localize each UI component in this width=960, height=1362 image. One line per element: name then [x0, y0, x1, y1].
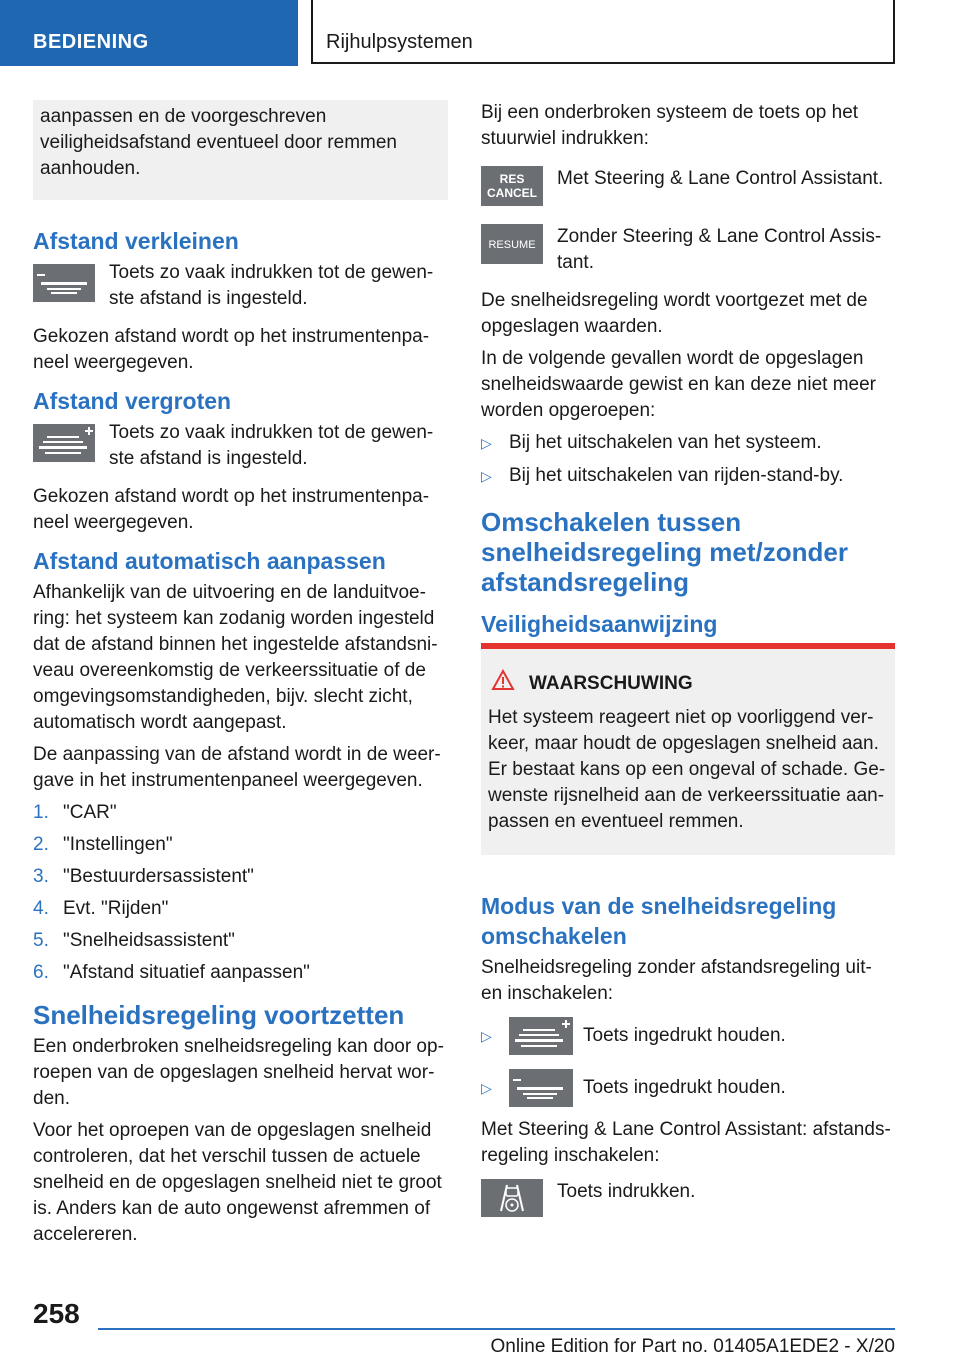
automatisch-paragraph-1: Afhankelijk van de uitvoering en de landuitvoering: het systeem kan zodanig worden ingesteld dat de afstand binnen het ingestelde afstandsniveau overeenkomstig de verkeerssituatie of de omgevingsomstandigheden, bijv. slecht zicht, automatisch wordt aangepast. — [33, 582, 438, 733]
list-item-text: Toets ingedrukt houden. — [583, 1077, 786, 1098]
list-item-text: Bij het uitschakelen van rijden-stand-by. — [509, 465, 844, 486]
step-text: "Bestuurdersassistent" — [63, 866, 254, 887]
list-item — [481, 1069, 895, 1107]
resume-intro: Bij een onderbroken systeem de toets op het stuurwiel indrukken: — [481, 102, 859, 149]
list-item — [481, 1017, 895, 1055]
heading-snelheidsregeling-voortzetten: Snelheidsregeling voortzetten — [33, 1000, 405, 1030]
res-cancel-row — [481, 166, 895, 206]
step-number: 2. — [33, 834, 49, 855]
vergroten-note: Gekozen afstand wordt op het instrumentenpaneel weergegeven. — [33, 486, 430, 533]
step-number: 1. — [33, 802, 49, 823]
warning-text: Het systeem reageert niet op voorliggend verkeer, maar houdt de opgeslagen snelheid aan. Er bestaat kans op een ongeval of schade. Gewenste rijsnelheid aan de verkeerssituatie aanpassen en eventueel remmen. — [488, 707, 886, 832]
triangle-bullet-icon: ▷ — [481, 435, 492, 451]
list-item-text: Bij het uitschakelen van het systeem. — [509, 432, 822, 453]
vergroten-row — [33, 420, 448, 472]
resume-text: Zonder Steering & Lane Control Assistant. — [557, 226, 882, 273]
step-number: 4. — [33, 898, 49, 919]
lane-text: Toets indrukken. — [557, 1181, 696, 1202]
list-item — [481, 463, 895, 489]
triangle-bullet-icon: ▷ — [481, 1028, 492, 1044]
lane-paragraph: Met Steering & Lane Control Assistant: afstandsregeling inschakelen: — [481, 1119, 891, 1166]
step-text: "Snelheidsassistent" — [63, 930, 235, 951]
section-title: Rijhulpsystemen — [311, 0, 895, 64]
svg-text:RESUME: RESUME — [488, 239, 536, 251]
intro-box — [33, 100, 448, 200]
modus-paragraph: Snelheidsregeling zonder afstandsregeling uit- en inschakelen: — [481, 957, 872, 1004]
page-header — [0, 0, 960, 66]
gewist-list — [481, 430, 895, 489]
list-item — [33, 864, 448, 896]
intro-text: aanpassen en de voorgeschreven veiligheidsafstand eventueel door remmen aanhouden. — [40, 106, 397, 179]
vergroten-text: Toets zo vaak indrukken tot de gewenste afstand is ingesteld. — [109, 422, 434, 469]
right-column — [481, 100, 895, 1229]
page-number: 258 — [33, 1298, 80, 1329]
voortzetten-paragraph-1: Een onderbroken snelheidsregeling kan door oproepen van de opgeslagen snelheid hervat worden. — [33, 1036, 444, 1109]
edition-note: Online Edition for Part no. 01405A1EDE2 - X/20 — [490, 1336, 895, 1357]
gewist-paragraph: In de volgende gevallen wordt de opgeslagen snelheidswaarde gewist en kan deze niet meer worden opgeroepen: — [481, 348, 877, 421]
voortgezet-paragraph: De snelheidsregeling wordt voortgezet met de opgeslagen waarden. — [481, 290, 868, 337]
verkleinen-note: Gekozen afstand wordt op het instrumentenpaneel weergegeven. — [33, 326, 430, 373]
automatisch-paragraph-2: De aanpassing van de afstand wordt in de weergave in het instrumentenpaneel weergegeven. — [33, 744, 441, 791]
distance-decrease-icon — [509, 1069, 573, 1107]
res-cancel-button-icon — [481, 166, 543, 206]
step-text: "Instellingen" — [63, 834, 173, 855]
lane-assistant-button-icon — [481, 1179, 543, 1217]
step-text: "Afstand situatief aanpassen" — [63, 962, 310, 983]
lane-row — [481, 1179, 895, 1217]
left-column — [33, 100, 448, 1254]
step-text: "CAR" — [63, 802, 117, 823]
warning-header — [488, 669, 888, 699]
warning-box — [481, 643, 895, 855]
list-item — [33, 896, 448, 928]
triangle-bullet-icon: ▷ — [481, 1080, 492, 1096]
distance-decrease-icon — [33, 264, 95, 302]
distance-increase-icon — [33, 424, 95, 462]
step-number: 5. — [33, 930, 49, 951]
triangle-bullet-icon: ▷ — [481, 468, 492, 484]
list-item-text: Toets ingedrukt houden. — [583, 1025, 786, 1046]
chapter-tab: BEDIENING — [0, 0, 298, 66]
resume-button-icon — [481, 224, 543, 264]
svg-text:RES: RES — [499, 172, 525, 186]
warning-triangle-icon — [491, 669, 515, 699]
verkleinen-text: Toets zo vaak indrukken tot de gewenste afstand is ingesteld. — [109, 262, 434, 309]
distance-increase-icon — [509, 1017, 573, 1055]
list-item — [33, 800, 448, 832]
heading-afstand-verkleinen: Afstand verkleinen — [33, 228, 239, 254]
hold-list — [481, 1017, 895, 1107]
heading-afstand-automatisch: Afstand automatisch aanpassen — [33, 548, 386, 574]
step-number: 6. — [33, 962, 49, 983]
verkleinen-row — [33, 260, 448, 312]
resume-row — [481, 224, 895, 276]
voortzetten-paragraph-2: Voor het oproepen van de opgeslagen snelheid controleren, dat het verschil tussen de actuele snelheid en de opgeslagen snelheid niet te groot is. Anders kan de auto ongewenst afremmen of accelereren. — [33, 1120, 442, 1245]
list-item — [481, 430, 895, 456]
svg-text:CANCEL: CANCEL — [487, 186, 537, 200]
list-item — [33, 960, 448, 992]
heading-veiligheidsaanwijzing: Veiligheidsaanwijzing — [481, 611, 718, 637]
heading-afstand-vergroten: Afstand vergroten — [33, 388, 232, 414]
step-text: Evt. "Rijden" — [63, 898, 169, 919]
step-number: 3. — [33, 866, 49, 887]
heading-omschakelen: Omschakelen tussen snelheidsregeling met/zonder afstandsregeling — [481, 507, 848, 597]
settings-steps — [33, 800, 448, 992]
footer-rule — [98, 1328, 895, 1330]
res-cancel-text: Met Steering & Lane Control Assistant. — [557, 168, 884, 189]
list-item — [33, 928, 448, 960]
list-item — [33, 832, 448, 864]
heading-modus-omschakelen: Modus van de snelheidsregeling omschakelen — [481, 893, 837, 949]
warning-title: WAARSCHUWING — [529, 673, 693, 694]
